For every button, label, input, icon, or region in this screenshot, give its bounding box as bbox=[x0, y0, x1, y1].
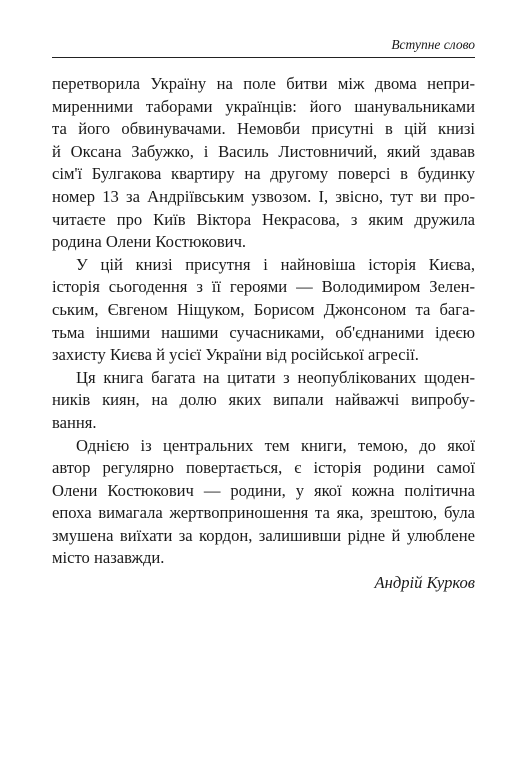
text-line: автор регулярно повертається, є історія родини самої bbox=[52, 458, 475, 478]
paragraph-3 bbox=[52, 367, 475, 435]
text-line: й Оксана Забужко, і Василь Листовничий, який здавав bbox=[52, 141, 475, 161]
body-text bbox=[52, 73, 475, 570]
text-line: Ця книга багата на цитати з неопублікованих щоден- bbox=[76, 367, 475, 387]
text-line: Олени Костюкович — родини, у якої кожна політична bbox=[52, 480, 475, 500]
header-rule bbox=[52, 57, 475, 58]
text-line: миренними таборами українців: його шанувальниками bbox=[52, 96, 475, 116]
running-head: Вступне слово bbox=[391, 37, 475, 52]
text-line: У цій книзі присутня і найновіша історія Києва, bbox=[76, 254, 475, 274]
paragraph-1 bbox=[52, 73, 475, 254]
text-line: родина Олени Костюкович. bbox=[52, 232, 247, 252]
text-line: епоха вимагала жертвоприношення та яка, зрештою, була bbox=[52, 503, 475, 523]
text-line: змушена виїхати за кордон, залишивши рідне й улюблене bbox=[52, 525, 475, 545]
paragraph-4 bbox=[52, 435, 475, 571]
author-signature: Андрій Курков bbox=[374, 573, 475, 592]
text-line: історія сьогодення з її героями — Володимиром Зелен- bbox=[52, 277, 475, 297]
text-line: місто назавжди. bbox=[52, 548, 165, 568]
text-line: тьма іншими нашими сучасниками, об'єднаними ідеєю bbox=[52, 322, 475, 342]
text-line: сім'ї Булгакова квартиру на другому поверсі в будинку bbox=[52, 164, 475, 184]
text-line: ським, Євгеном Ніщуком, Борисом Джонсоном та бага- bbox=[52, 299, 475, 319]
text-line: номер 13 за Андріївським узвозом. І, звісно, тут ви про- bbox=[52, 186, 475, 206]
paragraph-2 bbox=[52, 254, 475, 367]
text-line: перетворила Україну на поле битви між двома непри- bbox=[52, 74, 475, 93]
text-line: захисту Києва й усієї України від російської агресії. bbox=[52, 345, 419, 365]
text-line: ників киян, на долю яких випали найважчі випробу- bbox=[52, 390, 475, 410]
text-line: вання. bbox=[52, 412, 97, 432]
text-line: Однією із центральних тем книги, темою, до якої bbox=[76, 435, 475, 455]
text-line: читаєте про Київ Віктора Некрасова, з яким дружила bbox=[52, 209, 475, 229]
text-line: та його обвинувачами. Немовби присутні в цій книзі bbox=[52, 119, 475, 139]
